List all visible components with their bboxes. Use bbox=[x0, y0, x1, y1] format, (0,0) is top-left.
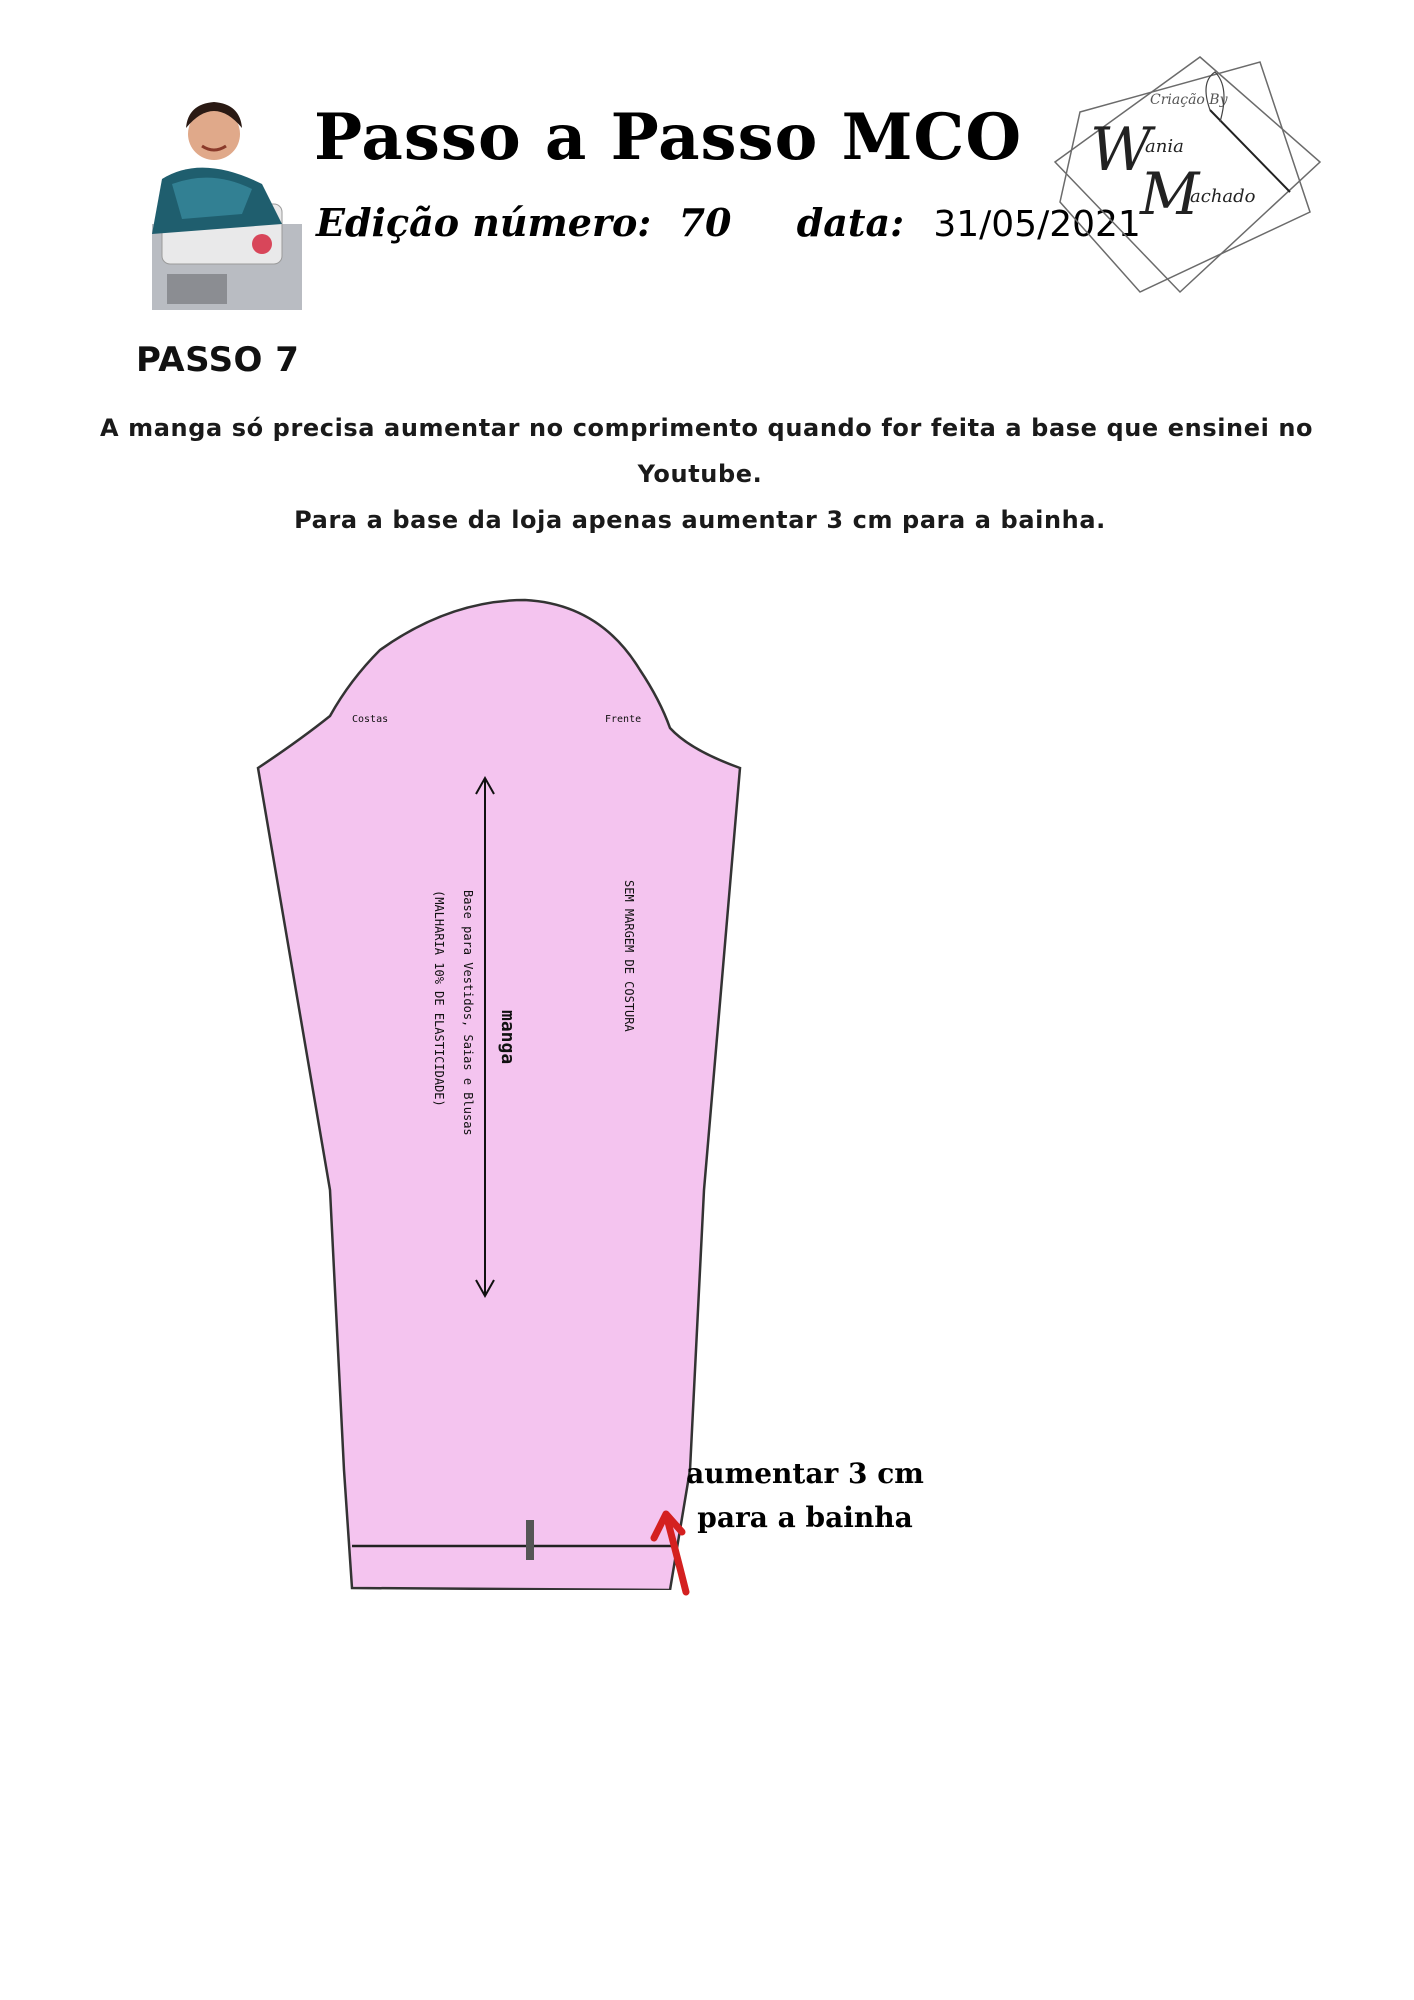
date-value: 31/05/2021 bbox=[933, 204, 1141, 245]
label-seam: SEM MARGEM DE COSTURA bbox=[622, 880, 636, 1032]
logo-name-last: achado bbox=[1190, 186, 1256, 207]
instruction-line: Youtube. bbox=[637, 460, 763, 488]
red-arrow-icon bbox=[648, 1500, 708, 1600]
label-front: Frente bbox=[605, 714, 642, 725]
instruction-line: Para a base da loja apenas aumentar 3 cm para a bainha. bbox=[294, 506, 1106, 534]
label-main: manga bbox=[497, 1010, 518, 1065]
page-title: Passo a Passo MCO bbox=[314, 100, 1023, 175]
step-instructions bbox=[100, 405, 1314, 543]
edition-line bbox=[316, 200, 1141, 245]
sleeve-shape bbox=[258, 600, 740, 1590]
brand-logo bbox=[1050, 52, 1330, 312]
date-label: data: bbox=[796, 200, 905, 245]
edition-label: Edição número: bbox=[316, 200, 652, 245]
sleeve-pattern bbox=[240, 590, 760, 1590]
step-title: PASSO 7 bbox=[136, 340, 300, 380]
svg-text:M: M bbox=[1140, 160, 1200, 228]
needle-icon bbox=[1206, 72, 1290, 192]
hem-note-line1: aumentar 3 cm bbox=[686, 1457, 924, 1490]
instruction-line: A manga só precisa aumentar no comprimento quando for feita a base que ensinei no bbox=[100, 414, 1314, 442]
logo-top-text: Criação By bbox=[1150, 92, 1228, 108]
hem-note-line2: para a bainha bbox=[697, 1501, 913, 1534]
logo-name-first: ania bbox=[1145, 136, 1184, 157]
svg-text:W: W bbox=[1090, 115, 1152, 185]
author-photo bbox=[142, 84, 302, 310]
label-base: Base para Vestidos, Saias e Blusas bbox=[461, 890, 475, 1136]
label-back: Costas bbox=[352, 714, 389, 725]
label-malharia: (MALHARIA 10% DE ELASTICIDADE) bbox=[432, 890, 446, 1107]
edition-number: 70 bbox=[678, 200, 732, 245]
